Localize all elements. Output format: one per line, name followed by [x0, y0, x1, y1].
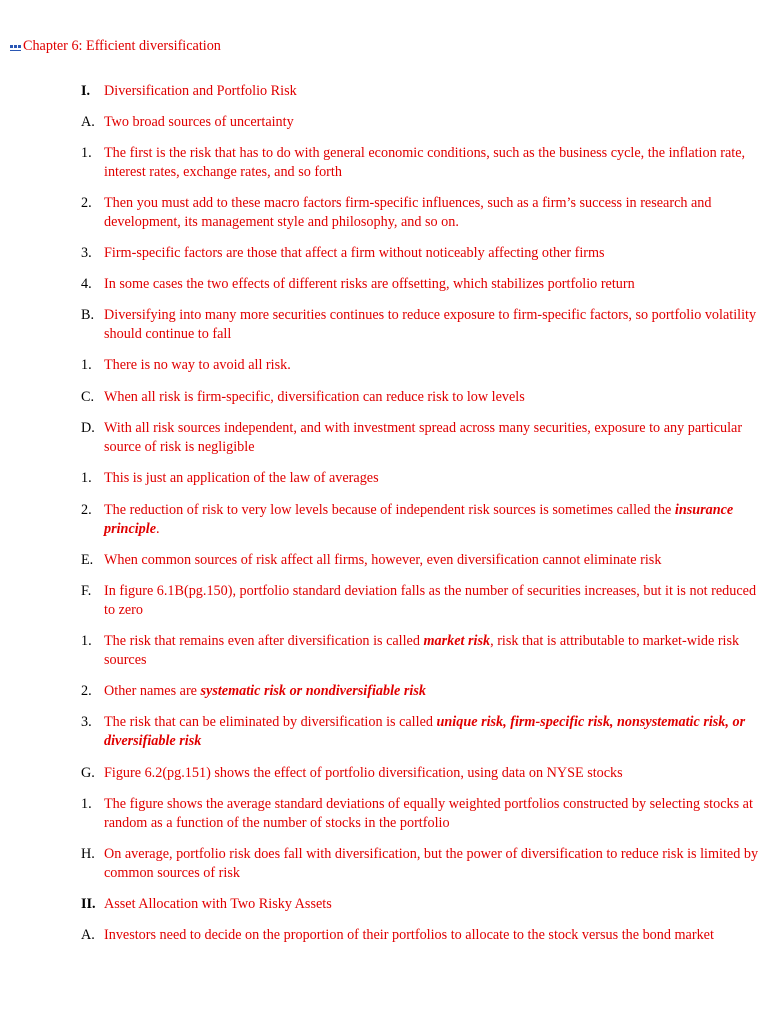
outline-item [81, 632, 765, 670]
outline-marker: 1. [81, 796, 92, 812]
outline-text [104, 194, 765, 232]
outline-item [81, 306, 765, 344]
outline-marker: 2. [81, 502, 92, 518]
outline-item [81, 501, 765, 539]
outline-text [104, 795, 765, 833]
outline-marker: I. [81, 83, 91, 99]
emphasized-term: insurance principle [104, 502, 734, 537]
outline-text [104, 244, 765, 263]
outline-text [104, 895, 765, 914]
outline-text [104, 682, 765, 701]
outline-text [104, 582, 765, 620]
outline-item [81, 795, 765, 833]
outline-marker: 1. [81, 357, 92, 373]
comment-marker-icon [10, 45, 21, 51]
text-segment: The first is the risk that has to do with general economic conditions, such as the business cycle, the inflation rate, interest rates, exchange rates, and so forth [104, 145, 746, 180]
outline-marker: A. [81, 114, 95, 130]
outline-item [81, 388, 765, 407]
outline-text [104, 356, 765, 375]
emphasized-term: unique risk, firm-specific risk, nonsystematic risk, or diversifiable risk [104, 714, 746, 749]
outline-item [81, 113, 765, 132]
outline-text [104, 388, 765, 407]
text-segment: On average, portfolio risk does fall with diversification, but the power of diversification to reduce risk is limited by common sources of risk [104, 846, 759, 881]
outline-marker: D. [81, 420, 95, 436]
chapter-title: Chapter 6: Efficient diversification [23, 38, 221, 54]
text-segment: This is just an application of the law of averages [104, 470, 379, 486]
text-segment: With all risk sources independent, and with investment spread across many securities, exposure to any particular source of risk is negligible [104, 420, 743, 455]
text-segment: Other names are [104, 683, 201, 699]
outline-item [81, 275, 765, 294]
outline-marker: 2. [81, 195, 92, 211]
text-segment: The risk that remains even after diversification is called [104, 633, 424, 649]
text-segment: The reduction of risk to very low levels because of independent risk sources is sometimes called the [104, 502, 675, 518]
outline-marker: C. [81, 389, 95, 405]
text-segment: , risk that is attributable to market-wide risk sources [104, 633, 740, 668]
outline-text [104, 469, 765, 488]
outline-item [81, 682, 765, 701]
outline-text [104, 632, 765, 670]
outline-item [81, 582, 765, 620]
text-segment: The risk that can be eliminated by diversification is called [104, 714, 437, 730]
outline-item [81, 764, 765, 783]
outline-item [81, 194, 765, 232]
outline-item [81, 469, 765, 488]
outline-marker: 3. [81, 714, 92, 730]
outline-item [81, 144, 765, 182]
text-segment: Diversification and Portfolio Risk [104, 83, 297, 99]
text-segment: Firm-specific factors are those that affect a firm without noticeably affecting other firms [104, 245, 605, 261]
outline-marker: 1. [81, 145, 92, 161]
emphasized-term: market risk [423, 633, 491, 649]
text-segment: When common sources of risk affect all firms, however, even diversification cannot eliminate risk [104, 552, 662, 568]
outline-item [81, 713, 765, 751]
outline-item [81, 895, 765, 914]
text-segment: Investors need to decide on the proportion of their portfolios to allocate to the stock versus the bond market [104, 927, 714, 943]
outline-item [81, 244, 765, 263]
text-segment: In figure 6.1B(pg.150), portfolio standard deviation falls as the number of securities increases, but it is not reduced to zero [104, 583, 757, 618]
text-segment: The figure shows the average standard deviations of equally weighted portfolios constructed by selecting stocks at random as a function of the number of stocks in the portfolio [104, 796, 753, 831]
text-segment: Two broad sources of uncertainty [104, 114, 294, 130]
outline-item [81, 356, 765, 375]
outline-marker: 3. [81, 245, 92, 261]
outline-text [104, 275, 765, 294]
text-segment: Figure 6.2(pg.151) shows the effect of portfolio diversification, using data on NYSE stocks [104, 765, 623, 781]
outline-text [104, 306, 765, 344]
text-segment: There is no way to avoid all risk. [104, 357, 291, 373]
outline-marker: G. [81, 765, 95, 781]
outline-item [81, 551, 765, 570]
outline-text [104, 713, 765, 751]
text-segment: In some cases the two effects of different risks are offsetting, which stabilizes portfolio return [104, 276, 635, 292]
outline-text [104, 845, 765, 883]
outline-marker: 2. [81, 683, 92, 699]
outline-text [104, 764, 765, 783]
chapter-heading [10, 37, 221, 55]
outline-text [104, 551, 765, 570]
outline-marker: 4. [81, 276, 92, 292]
text-segment: Asset Allocation with Two Risky Assets [104, 896, 332, 912]
outline-text [104, 926, 765, 945]
outline-item [81, 845, 765, 883]
outline-marker: 1. [81, 633, 92, 649]
outline-text [104, 501, 765, 539]
outline-item [81, 82, 765, 101]
emphasized-term: systematic risk or nondiversifiable risk [200, 683, 426, 699]
outline-marker: A. [81, 927, 95, 943]
outline-marker: 1. [81, 470, 92, 486]
outline-marker: II. [81, 896, 96, 912]
outline-marker: F. [81, 583, 92, 599]
outline-marker: H. [81, 846, 95, 862]
outline-item [81, 926, 765, 945]
outline-item [81, 419, 765, 457]
outline-marker: E. [81, 552, 94, 568]
text-segment: Diversifying into many more securities continues to reduce exposure to firm-specific factors, so portfolio volatility should continue to fall [104, 307, 757, 342]
outline-marker: B. [81, 307, 95, 323]
outline-text [104, 82, 765, 101]
text-segment: . [156, 520, 160, 537]
text-segment: When all risk is firm-specific, diversification can reduce risk to low levels [104, 389, 525, 405]
outline-text [104, 144, 765, 182]
text-segment: Then you must add to these macro factors firm-specific influences, such as a firm’s success in research and development, its management style and philosophy, and so on. [104, 195, 712, 230]
outline-text [104, 419, 765, 457]
outline-text [104, 113, 765, 132]
